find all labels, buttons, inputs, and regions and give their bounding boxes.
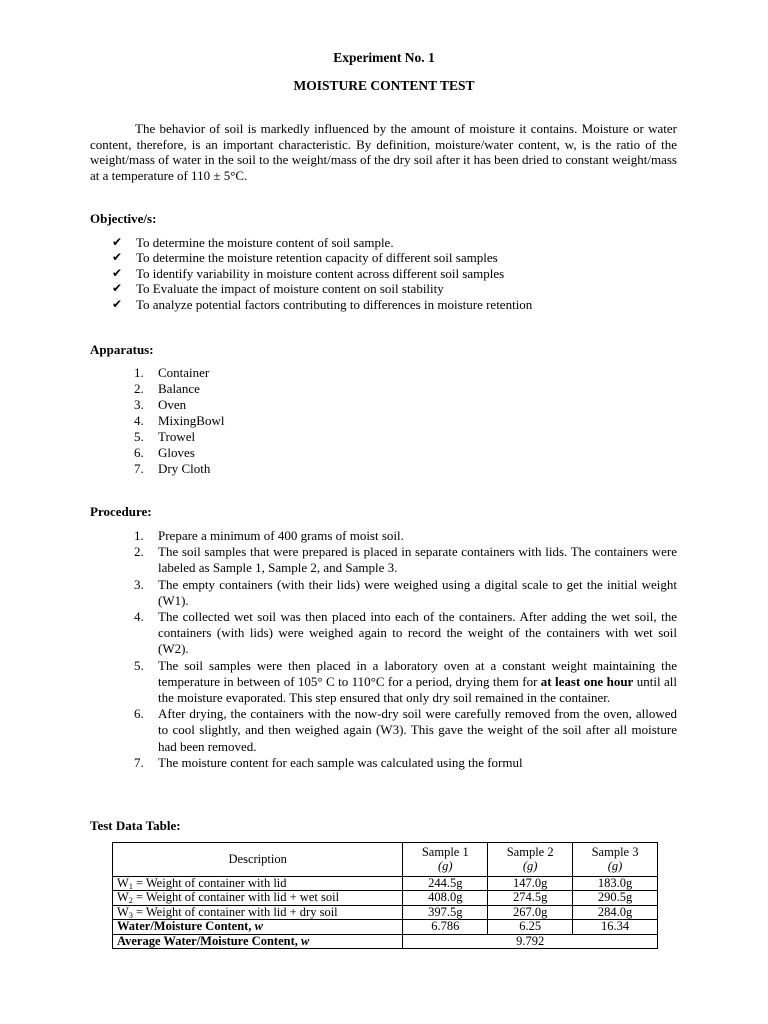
table-row [113, 891, 658, 905]
procedure-step: 6. After drying, the containers with the now-dry soil were carefully removed from the oven, allowed to cool slightly, and then weighed again (W3). This gave the weight of the soil after all moisture had been removed. [134, 706, 677, 754]
check-icon: ✔ [112, 250, 123, 265]
row-description: $W_1$ = Weight of container with lid [113, 877, 403, 891]
table-cell: 6.25 [488, 920, 573, 934]
apparatus-list [134, 365, 224, 477]
moisture-content-row [113, 920, 658, 934]
apparatus-item: 2. Balance [134, 381, 200, 396]
test-data-table [112, 842, 658, 949]
table-cell: 408.0g [403, 891, 488, 905]
average-row [113, 934, 658, 948]
check-icon: ✔ [112, 281, 123, 296]
table-cell: 290.5g [573, 891, 658, 905]
procedure-list [134, 528, 677, 771]
procedure-step: 2. The soil samples that were prepared is placed in separate containers with lids. The containers were labeled as Sample 1, Sample 2, and Sample 3. [134, 544, 677, 576]
table-cell: 284.0g [573, 905, 658, 919]
sample-header: Sample 1 (g) [403, 843, 488, 877]
objective-item: ✔ To identify variability in moisture content across different soil samples [112, 265, 505, 281]
table-cell: 244.5g [403, 877, 488, 891]
apparatus-item: 5. Trowel [134, 429, 196, 444]
table-cell: 147.0g [488, 877, 573, 891]
procedure-step: 5. The soil samples were then placed in a laboratory oven at a constant weight maintaining the temperature in between of 105° C to 110°C for a period, drying them for at least one hour until all the moisture evaporated. This step ensured that only dry soil remained in the container. [134, 657, 677, 706]
apparatus-item: 6. Gloves [134, 445, 195, 460]
objective-item: ✔ To Evaluate the impact of moisture content on soil stability [112, 281, 444, 297]
table-heading: Test Data Table: [90, 818, 181, 833]
table-cell: 267.0g [488, 905, 573, 919]
procedure-heading: Procedure: [90, 504, 152, 519]
check-icon: ✔ [112, 265, 123, 280]
apparatus-item: 4. MixingBowl [134, 413, 225, 428]
table-cell: 6.786 [403, 920, 488, 934]
row-description: $W_3$ = Weight of container with lid + dry soil [113, 905, 403, 919]
procedure-step: 3. The empty containers (with their lids) were weighed using a digital scale to get the initial weight (W1). [134, 576, 677, 608]
description-header: Description [113, 843, 403, 877]
table-row [113, 905, 658, 919]
table-header-row [113, 843, 658, 877]
check-icon: ✔ [112, 296, 123, 311]
objectives-heading: Objective/s: [90, 211, 157, 226]
objective-item: ✔ To determine the moisture content of soil sample. [112, 235, 394, 250]
average-label: Average Water/Moisture Content, w [113, 934, 403, 948]
apparatus-item: 1. Container [134, 365, 210, 380]
table-cell: 16.34 [573, 920, 658, 934]
sample-header: Sample 2 (g) [488, 843, 573, 877]
intro-paragraph: The behavior of soil is markedly influenced by the amount of moisture it contains. Moisture or water content, therefore, is an important characteristic. By definition, moisture/water content, w, is the ratio of the weight/mass of water in the soil to the weight/mass of the dry soil after it has been dried to constant weight/mass at a temperature of 110 ± 5°C. [90, 121, 677, 183]
apparatus-heading: Apparatus: [90, 342, 154, 357]
objective-item: ✔ To determine the moisture retention capacity of different soil samples [112, 250, 498, 266]
row-description: $W_2$ = Weight of container with lid + wet soil [113, 891, 403, 905]
procedure-step: 7. The moisture content for each sample was calculated using the formul [134, 754, 523, 770]
apparatus-item: 3. Oven [134, 397, 187, 412]
average-value: 9.792 [403, 934, 658, 948]
table-cell: 183.0g [573, 877, 658, 891]
table-cell: 274.5g [488, 891, 573, 905]
sample-header: Sample 3 (g) [573, 843, 658, 877]
procedure-step: 1. Prepare a minimum of 400 grams of moist soil. [134, 528, 404, 543]
table-row [113, 877, 658, 891]
objective-item: ✔ To analyze potential factors contributing to differences in moisture retention [112, 296, 533, 312]
document-title: MOISTURE CONTENT TEST [293, 78, 475, 93]
procedure-step: 4. The collected wet soil was then placed into each of the containers. After adding the wet soil, the containers (with lids) were weighed again to record the weight of the containers with wet soil (W2). [134, 609, 677, 657]
moisture-content-label: Water/Moisture Content, w [113, 920, 403, 934]
experiment-number: Experiment No. 1 [333, 50, 435, 65]
apparatus-item: 7. Dry Cloth [134, 461, 211, 476]
check-icon: ✔ [112, 235, 123, 249]
table-cell: 397.5g [403, 905, 488, 919]
objectives-list [112, 235, 532, 312]
